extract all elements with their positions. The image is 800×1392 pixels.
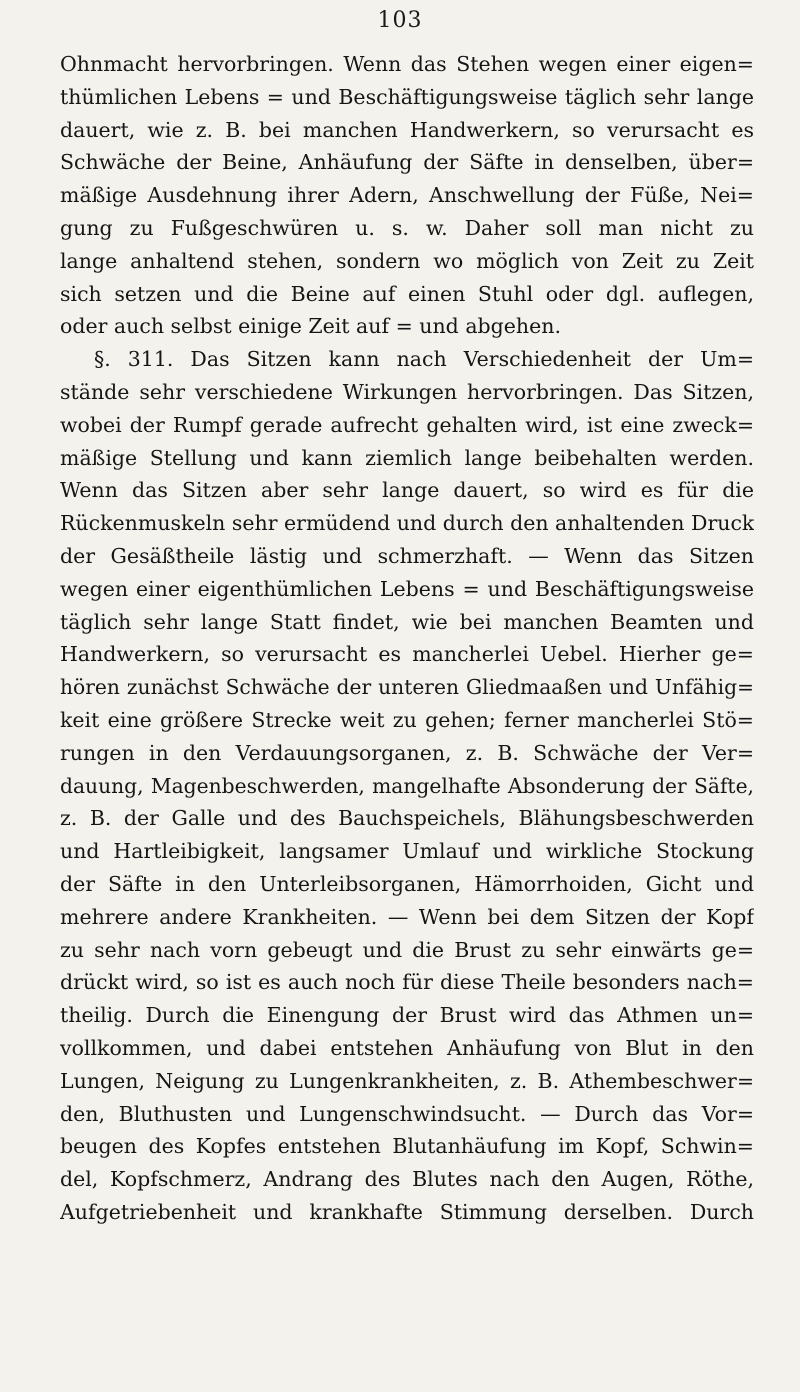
body-text [60, 48, 754, 1229]
text-line: z. B. der Galle und des Bauchspeichels, Blähungsbeschwerden [60, 806, 754, 831]
text-line: sich setzen und die Beine auf einen Stuhl oder dgl. auflegen, [60, 281, 754, 306]
text-line: Ohnmacht hervorbringen. Wenn das Stehen wegen einer eigen= [60, 52, 754, 76]
text-line: oder auch selbst einige Zeit auf = und abgehen. [60, 314, 561, 339]
text-line: mäßige Ausdehnung ihrer Adern, Anschwellung der Füße, Nei= [60, 183, 754, 208]
text-line: hören zunächst Schwäche der unteren Gliedmaaßen und Unfähig= [60, 675, 754, 700]
text-line: stände sehr verschiedene Wirkungen hervorbringen. Das Sitzen, [60, 379, 754, 404]
text-line: mäßige Stellung und kann ziemlich lange beibehalten werden. [60, 445, 754, 470]
text-line: Wenn das Sitzen aber sehr lange dauert, so wird es für die [60, 478, 754, 503]
text-line: den, Bluthusten und Lungenschwindsucht. — Durch das Vor= [60, 1101, 754, 1126]
text-line: rungen in den Verdauungsorganen, z. B. Schwäche der Ver= [60, 740, 754, 765]
text-line: wegen einer eigenthümlichen Lebens = und Beschäftigungsweise [60, 576, 754, 601]
text-line: mehrere andere Krankheiten. — Wenn bei dem Sitzen der Kopf [60, 904, 754, 929]
text-line: Aufgetriebenheit und krankhafte Stimmung derselben. Durch [60, 1199, 754, 1224]
text-line: del, Kopfschmerz, Andrang des Blutes nach den Augen, Röthe, [60, 1167, 754, 1192]
text-line: thümlichen Lebens = und Beschäftigungsweise täglich sehr lange [60, 84, 754, 109]
text-line: Rückenmuskeln sehr ermüdend und durch den anhaltenden Druck [60, 511, 754, 536]
text-line: der Säfte in den Unterleibsorganen, Hämorrhoiden, Gicht und [60, 871, 754, 896]
text-line: zu sehr nach vorn gebeugt und die Brust zu sehr einwärts ge= [60, 937, 754, 962]
text-line: vollkommen, und dabei entstehen Anhäufung von Blut in den [60, 1035, 754, 1060]
text-line: Handwerkern, so verursacht es mancherlei Uebel. Hierher ge= [60, 642, 754, 667]
text-line: wobei der Rumpf gerade aufrecht gehalten wird, ist eine zweck= [60, 412, 754, 437]
text-line: dauert, wie z. B. bei manchen Handwerkern, so verursacht es [60, 117, 754, 142]
text-line: täglich sehr lange Statt findet, wie bei manchen Beamten und [60, 609, 754, 634]
text-line: und Hartleibigkeit, langsamer Umlauf und wirkliche Stockung [60, 839, 754, 864]
text-line: keit eine größere Strecke weit zu gehen; ferner mancherlei Stö= [60, 707, 754, 732]
text-line: Lungen, Neigung zu Lungenkrankheiten, z. B. Athembeschwer= [60, 1068, 754, 1093]
text-line: Schwäche der Beine, Anhäufung der Säfte in denselben, über= [60, 150, 754, 175]
text-line: lange anhaltend stehen, sondern wo möglich von Zeit zu Zeit [60, 248, 754, 273]
text-line: drückt wird, so ist es auch noch für diese Theile besonders nach= [60, 970, 754, 995]
text-line: dauung, Magenbeschwerden, mangelhafte Absonderung der Säfte, [60, 773, 754, 798]
section-heading-line: §. 311. Das Sitzen kann nach Verschiedenheit der Um= [94, 347, 754, 372]
page-number: 103 [377, 8, 423, 33]
text-line: gung zu Fußgeschwüren u. s. w. Daher soll man nicht zu [60, 215, 754, 240]
text-line: der Gesäßtheile lästig und schmerzhaft. — Wenn das Sitzen [60, 543, 754, 568]
text-line: theilig. Durch die Einengung der Brust wird das Athmen un= [60, 1003, 754, 1028]
text-line: beugen des Kopfes entstehen Blutanhäufung im Kopf, Schwin= [60, 1134, 754, 1159]
